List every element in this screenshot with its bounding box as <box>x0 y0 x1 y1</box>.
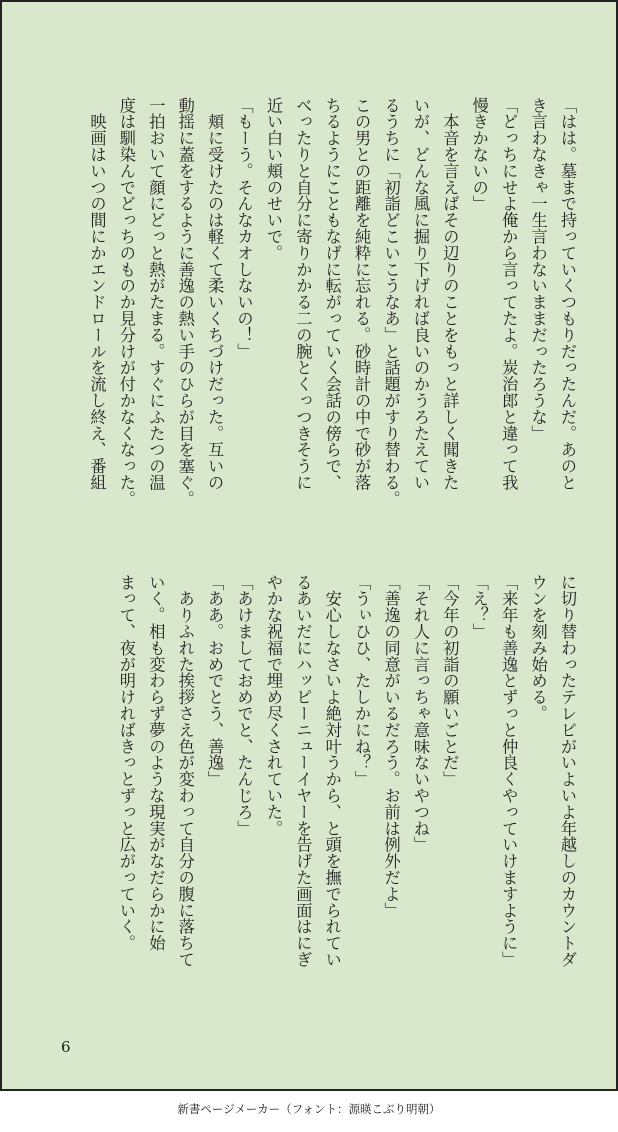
lower-text-block <box>58 574 582 1004</box>
text-line: るあいだにハッピーニューイヤーを告げた画面はにぎ <box>293 574 313 968</box>
text-line: 「それ人に言っちゃ意味ないやつね」 <box>410 574 430 853</box>
page-number: 6 <box>61 1038 71 1056</box>
text-line: 「もーう。そんなカオしないの！」 <box>234 97 254 360</box>
text-line: 近い白い頬のせいで。 <box>263 97 283 261</box>
text-line: 「今年の初詣の願いごとだ」 <box>440 574 460 788</box>
text-line: 「来年も善逸とずっと仲良くやっていけますように」 <box>499 574 519 968</box>
text-line: まって、夜が明ければきっとずっと広がっていく。 <box>116 574 136 952</box>
text-line: 映画はいつの間にかエンドロールを流し終え、番組 <box>87 97 107 491</box>
upper-text-block <box>58 97 582 527</box>
text-line: いく。相も変わらず夢のような現実がなだらかに始 <box>146 574 166 952</box>
text-line: 「はは。墓まで持っていくつもりだったんだ。あのと <box>558 97 577 491</box>
text-line: ウンを刻み始める。 <box>528 574 548 722</box>
text-line: べったりと自分に寄りかかる二の腕とくっつきそうに <box>293 97 313 491</box>
text-line: やかな祝福で埋め尽くされていた。 <box>263 574 283 837</box>
text-line: き言わなきゃ一生言わないままだったろうな」 <box>528 97 548 442</box>
text-line: 「え？」 <box>469 574 489 640</box>
text-line: 慢きかないの」 <box>469 97 489 212</box>
text-line: 「ああ。おめでとう、善逸」 <box>205 574 225 788</box>
text-line: 度は馴染んでどっちのものか見分けが付かなくなった。 <box>116 97 136 507</box>
text-line: この男との距離を純粋に忘れる。砂時計の中で砂が落 <box>352 97 372 491</box>
text-line: 「善逸の同意がいるだろう。お前は例外だよ」 <box>381 574 401 919</box>
text-line: 一拍おいて顔にどっと熱がたまる。すぐにふたつの温 <box>146 97 166 491</box>
text-line: に切り替わったテレビがいよいよ年越しのカウントダ <box>558 574 577 968</box>
text-line: いが、どんな風に掘り下げれば良いのかうろたえてい <box>410 97 430 491</box>
text-line: 「うぃひひ、たしかにね？」 <box>352 574 372 788</box>
text-line: 「あけましておめでと、たんじろ」 <box>234 574 254 837</box>
text-line: ちるようにこともなげに転がっていく会話の傍らで、 <box>322 97 342 491</box>
text-line: 本音を言えばその辺りのことをもっと詳しく聞きた <box>440 97 460 491</box>
text-line: 頬に受けたのは軽くて柔いくちづけだった。互いの <box>205 97 225 491</box>
footer-credit: 新書ページメーカー（フォント：源暎こぶり明朝） <box>177 1102 441 1116</box>
text-line: ありふれた挨拶さえ色が変わって自分の腹に落ちて <box>175 574 195 968</box>
text-line: 動揺に蓋をするように善逸の熱い手のひらが目を塞ぐ。 <box>175 97 195 507</box>
text-line: 安心しなさいよ絶対叶うから、と頭を撫でられてい <box>322 574 342 968</box>
text-line: るうちに「初詣どこいこうなあ」と話題がすり替わる。 <box>381 97 401 507</box>
text-line: 「どっちにせよ俺から言ってたよ。炭治郎と違って我 <box>499 97 519 491</box>
